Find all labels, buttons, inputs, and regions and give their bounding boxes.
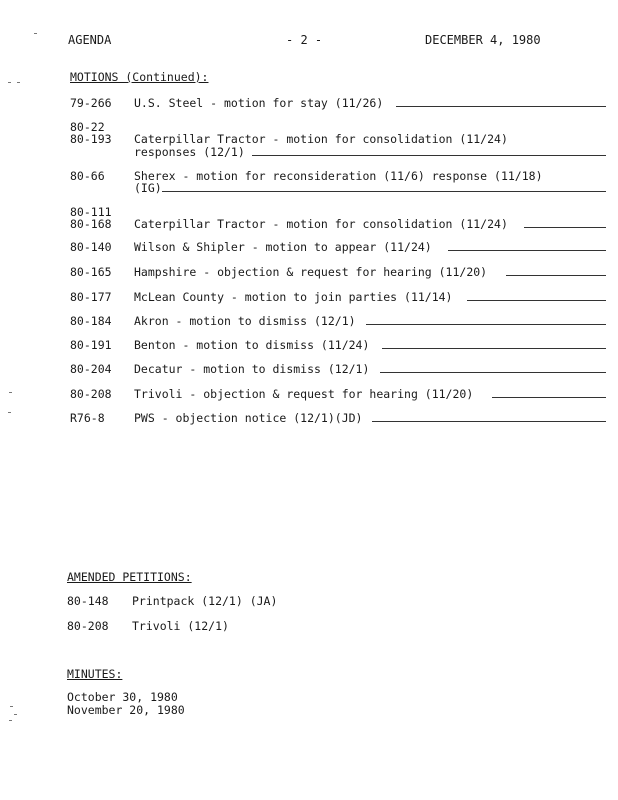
motion-text: Benton - motion to dismiss (11/24) [134,338,370,352]
scan-speck [34,33,37,34]
motion-text: (IG) [134,181,162,195]
signature-line [372,421,606,422]
minutes-date: November 20, 1980 [67,703,185,717]
motion-number: 80-184 [70,314,112,328]
motion-number: 80-193 [70,132,112,146]
motion-text: Caterpillar Tractor - motion for consolidation (11/24) [134,132,508,146]
petition-text: Trivoli (12/1) [132,619,229,633]
motion-text: Akron - motion to dismiss (12/1) [134,314,356,328]
motion-text: Hampshire - objection & request for hearing (11/20) [134,265,488,279]
motion-number: 80-208 [70,387,112,401]
motion-number: 80-165 [70,265,112,279]
motion-number: 79-266 [70,96,112,110]
motion-text: responses (12/1) [134,145,245,159]
signature-line [162,191,606,192]
motion-text: Sherex - motion for reconsideration (11/6) response (11/18) [134,169,543,183]
motion-number: 80-22 [70,120,105,134]
header-date: DECEMBER 4, 1980 [425,33,541,47]
motion-number: 80-168 [70,217,112,231]
motion-number: 80-66 [70,169,105,183]
motion-text: McLean County - motion to join parties (11/14) [134,290,453,304]
scan-speck [8,82,11,83]
motion-number: 80-177 [70,290,112,304]
petition-text: Printpack (12/1) (JA) [132,594,278,608]
motions-heading: MOTIONS (Continued): [70,70,209,84]
signature-line [524,227,606,228]
signature-line [252,155,606,156]
motion-text: Decatur - motion to dismiss (12/1) [134,362,370,376]
amended-petitions-heading: AMENDED PETITIONS: [67,570,192,584]
motion-text: Caterpillar Tractor - motion for consolidation (11/24) [134,217,508,231]
motion-number: R76-8 [70,411,105,425]
header-agenda: AGENDA [68,33,112,47]
minutes-heading: MINUTES: [67,667,123,681]
signature-line [380,372,606,373]
scan-speck [8,412,11,413]
motion-text: Trivoli - objection & request for hearing (11/20) [134,387,474,401]
scan-speck [9,720,12,721]
motion-text: Wilson & Shipler - motion to appear (11/24) [134,240,432,254]
scan-speck [17,82,20,83]
signature-line [396,106,606,107]
motion-number: 80-204 [70,362,112,376]
scan-speck [14,714,17,715]
motion-text: U.S. Steel - motion for stay (11/26) [134,96,384,110]
signature-line [467,300,606,301]
scan-speck [9,392,12,393]
header-page-number: - 2 - [286,33,323,47]
motion-number: 80-191 [70,338,112,352]
petition-number: 80-148 [67,594,109,608]
signature-line [382,348,606,349]
signature-line [506,275,606,276]
signature-line [492,397,606,398]
signature-line [366,324,606,325]
petition-number: 80-208 [67,619,109,633]
motion-number: 80-140 [70,240,112,254]
motion-text: PWS - objection notice (12/1)(JD) [134,411,363,425]
scan-speck [10,706,13,707]
minutes-date: October 30, 1980 [67,690,178,704]
motion-number: 80-111 [70,205,112,219]
signature-line [448,250,606,251]
